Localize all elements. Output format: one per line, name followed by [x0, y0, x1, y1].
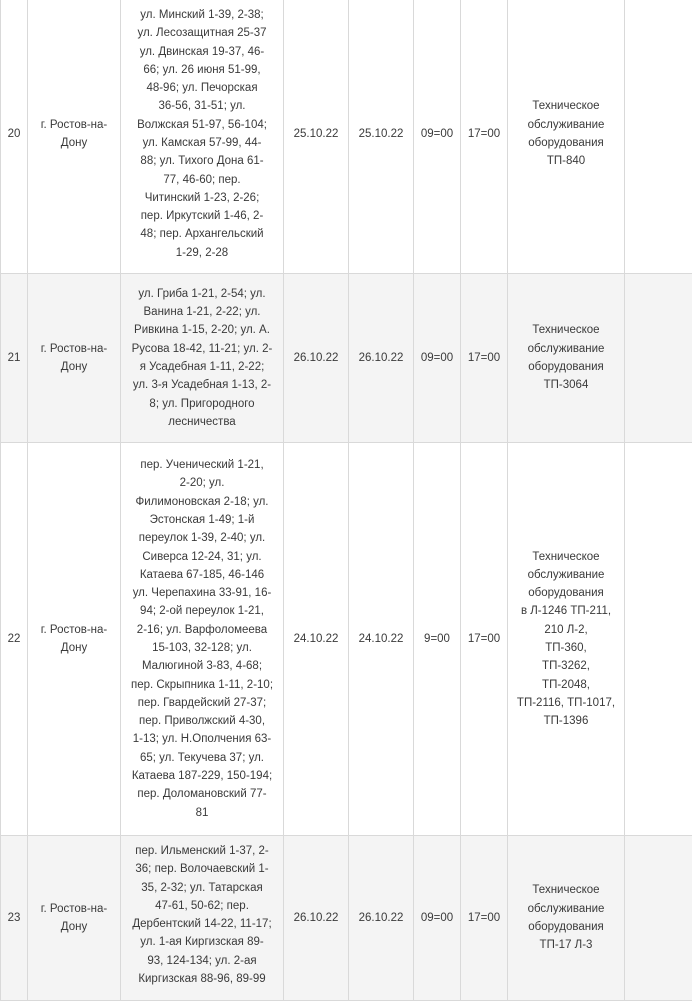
row-number-cell: 23 [1, 836, 28, 1001]
row-number-cell: 21 [1, 274, 28, 443]
street-line: я Усадебная 1-11, 2-22; [127, 358, 277, 376]
end-date-cell: 26.10.22 [349, 274, 414, 443]
start-time-cell: 09=00 [414, 836, 461, 1001]
end-date-cell: 24.10.22 [349, 443, 414, 836]
start-date-cell: 24.10.22 [284, 443, 349, 836]
work-line: ТП-1396 [512, 712, 620, 730]
work-line: обслуживание [512, 340, 620, 358]
table-row [1, 0, 692, 274]
table-row [1, 443, 692, 836]
empty-cell [625, 0, 692, 274]
city-cell [28, 274, 121, 443]
start-date-cell: 25.10.22 [284, 0, 349, 274]
street-line: Сиверса 12-24, 31; ул. [127, 548, 277, 566]
street-line: пер. Ученический 1-21, [127, 456, 277, 474]
street-line: 8; ул. Пригородного [127, 395, 277, 413]
city-line: Дону [61, 642, 87, 654]
street-line: Ривкина 1-15, 2-20; ул. А. [127, 321, 277, 339]
work-line: оборудования [512, 918, 620, 936]
street-line: 93, 124-134; ул. 2-ая [127, 952, 277, 970]
table-row [1, 836, 692, 1001]
work-line: Техническое [512, 321, 620, 339]
street-line: ул. Черепахина 33-91, 16- [127, 584, 277, 602]
start-date-cell: 26.10.22 [284, 836, 349, 1001]
start-time-cell: 09=00 [414, 0, 461, 274]
street-line: 15-103, 32-128; ул. [127, 639, 277, 657]
street-line: ул. Двинская 19-37, 46- [127, 43, 277, 61]
street-line: 48; пер. Архангельский [127, 225, 277, 243]
street-line: ул. Минский 1-39, 2-38; [127, 6, 277, 24]
street-line: Эстонская 1-49; 1-й [127, 511, 277, 529]
street-line: 77, 46-60; пер. [127, 171, 277, 189]
street-line: пер. Скрыпника 1-11, 2-10; [127, 676, 277, 694]
work-line: Техническое [512, 881, 620, 899]
street-line: Киргизская 88-96, 89-99 [127, 970, 277, 988]
street-line: пер. Ильменский 1-37, 2- [127, 842, 277, 860]
empty-cell [625, 274, 692, 443]
work-line: Техническое [512, 97, 620, 115]
city-line: Дону [61, 921, 87, 933]
city-line: Дону [61, 361, 87, 373]
end-time-cell: 17=00 [461, 836, 508, 1001]
start-time-cell: 09=00 [414, 274, 461, 443]
work-description-cell [508, 0, 625, 274]
street-line: 2-20; ул. [127, 474, 277, 492]
street-line: 81 [127, 804, 277, 822]
city-line: г. Ростов-на- [41, 343, 108, 355]
street-line: 1-13; ул. Н.Ополчения 63- [127, 730, 277, 748]
row-number-cell: 22 [1, 443, 28, 836]
street-line: пер. Иркутский 1-46, 2- [127, 207, 277, 225]
street-line: Малюгиной 3-83, 4-68; [127, 657, 277, 675]
street-line: пер. Приволжский 4-30, [127, 712, 277, 730]
work-line: ТП-17 Л-3 [512, 936, 620, 954]
street-line: пер. Гвардейский 27-37; [127, 694, 277, 712]
empty-cell [625, 443, 692, 836]
end-date-cell: 25.10.22 [349, 0, 414, 274]
work-line: ТП-2116, ТП-1017, [512, 694, 620, 712]
work-line: Техническое [512, 548, 620, 566]
work-line: ТП-3064 [512, 376, 620, 394]
end-date-cell: 26.10.22 [349, 836, 414, 1001]
streets-cell [121, 274, 284, 443]
streets-cell [121, 0, 284, 274]
work-line: обслуживание [512, 900, 620, 918]
street-line: 47-61, 50-62; пер. [127, 897, 277, 915]
street-line: пер. Доломановский 77- [127, 785, 277, 803]
city-line: Дону [61, 137, 87, 149]
street-line: 35, 2-32; ул. Татарская [127, 879, 277, 897]
start-time-cell: 9=00 [414, 443, 461, 836]
work-line: оборудования [512, 358, 620, 376]
end-time-cell: 17=00 [461, 0, 508, 274]
work-line: оборудования [512, 134, 620, 152]
work-line: ТП-2048, [512, 676, 620, 694]
work-line: ТП-840 [512, 152, 620, 170]
table-body [1, 0, 692, 1001]
work-description-cell [508, 274, 625, 443]
start-date-cell: 26.10.22 [284, 274, 349, 443]
work-description-cell [508, 443, 625, 836]
street-line: переулок 1-39, 2-40; ул. [127, 529, 277, 547]
city-line: г. Ростов-на- [41, 903, 108, 915]
streets-cell [121, 836, 284, 1001]
street-line: ул. 3-я Усадебная 1-13, 2- [127, 376, 277, 394]
street-line: Катаева 187-229, 150-194; [127, 767, 277, 785]
work-line: ТП-360, [512, 639, 620, 657]
street-line: 94; 2-ой переулок 1-21, [127, 602, 277, 620]
row-number-cell: 20 [1, 0, 28, 274]
street-line: лесничества [127, 413, 277, 431]
street-line: 36; пер. Волочаевский 1- [127, 860, 277, 878]
street-line: 1-29, 2-28 [127, 244, 277, 262]
city-cell [28, 0, 121, 274]
work-line: ТП-3262, [512, 657, 620, 675]
street-line: 66; ул. 26 июня 51-99, [127, 61, 277, 79]
work-line: в Л-1246 ТП-211, [512, 602, 620, 620]
street-line: 36-56, 31-51; ул. [127, 97, 277, 115]
city-cell [28, 443, 121, 836]
city-line: г. Ростов-на- [41, 624, 108, 636]
street-line: ул. Лесозащитная 25-37 [127, 24, 277, 42]
table-row [1, 274, 692, 443]
work-line: обслуживание [512, 566, 620, 584]
street-line: Читинский 1-23, 2-26; [127, 189, 277, 207]
street-line: 2-16; ул. Варфоломеева [127, 621, 277, 639]
end-time-cell: 17=00 [461, 443, 508, 836]
street-line: ул. Гриба 1-21, 2-54; ул. [127, 285, 277, 303]
street-line: 65; ул. Текучева 37; ул. [127, 749, 277, 767]
street-line: Ванина 1-21, 2-22; ул. [127, 303, 277, 321]
street-line: Дербентский 14-22, 11-17; [127, 915, 277, 933]
street-line: ул. 1-ая Киргизская 89- [127, 933, 277, 951]
street-line: Волжская 51-97, 56-104; [127, 116, 277, 134]
street-line: Филимоновская 2-18; ул. [127, 493, 277, 511]
city-line: г. Ростов-на- [41, 119, 108, 131]
work-line: 210 Л-2, [512, 621, 620, 639]
city-cell [28, 836, 121, 1001]
work-line: обслуживание [512, 116, 620, 134]
work-description-cell [508, 836, 625, 1001]
work-line: оборудования [512, 584, 620, 602]
streets-cell [121, 443, 284, 836]
street-line: Катаева 67-185, 46-146 [127, 566, 277, 584]
street-line: 48-96; ул. Печорская [127, 79, 277, 97]
empty-cell [625, 836, 692, 1001]
street-line: Русова 18-42, 11-21; ул. 2- [127, 340, 277, 358]
street-line: ул. Камская 57-99, 44- [127, 134, 277, 152]
end-time-cell: 17=00 [461, 274, 508, 443]
street-line: 88; ул. Тихого Дона 61- [127, 152, 277, 170]
